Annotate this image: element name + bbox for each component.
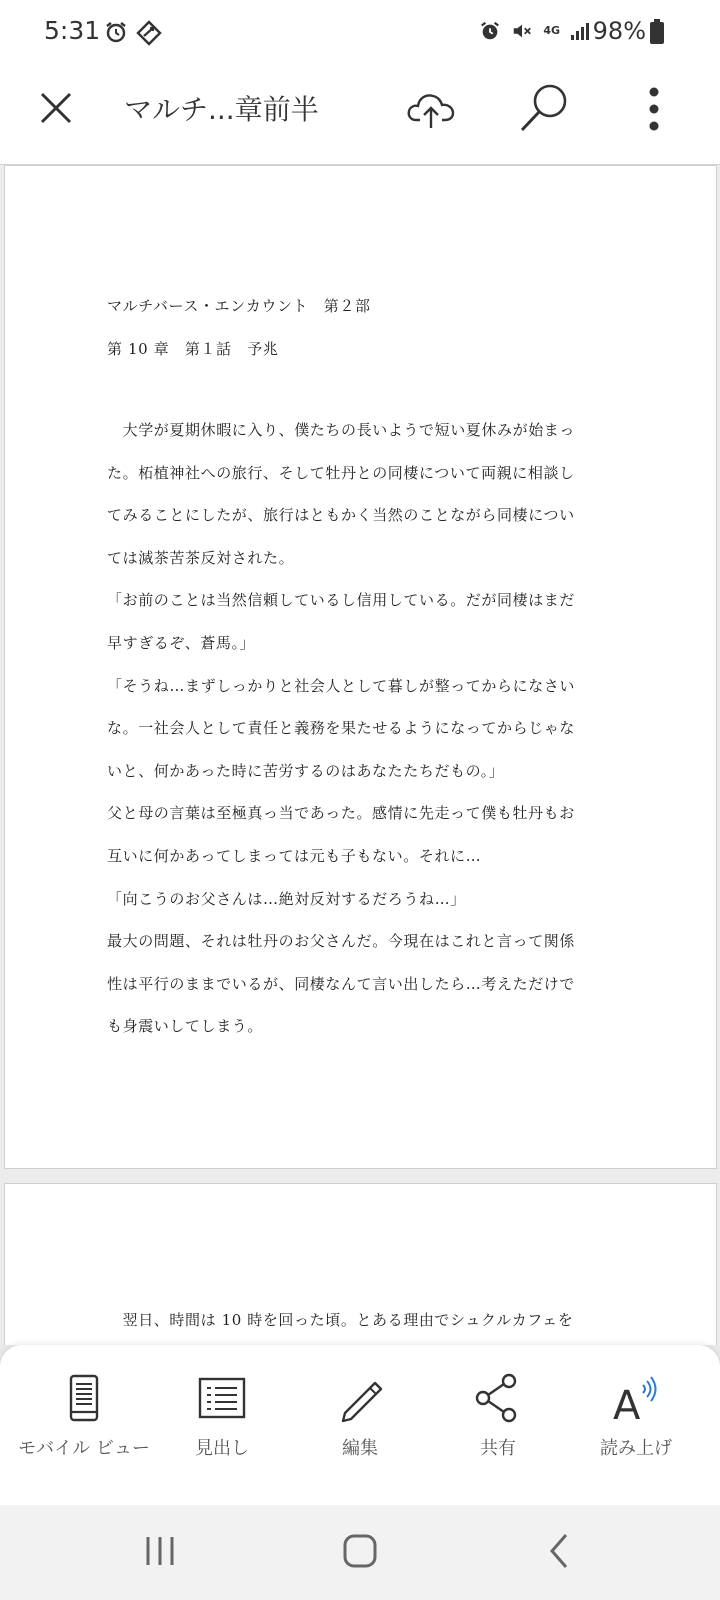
- document-page-1: [4, 165, 717, 1169]
- battery-percent: 98%: [592, 17, 646, 45]
- alarm-icon: [104, 20, 128, 44]
- text-line: いと、何かあった時に苦労するのはあなたたちだもの。」: [107, 761, 505, 780]
- document-page-2: [4, 1183, 717, 1345]
- status-bar: [0, 0, 720, 64]
- mobile-view-button[interactable]: [14, 1345, 154, 1485]
- app-bar: [0, 64, 720, 165]
- pencil-icon: [335, 1373, 385, 1423]
- network-type-icon: 4G: [543, 24, 560, 37]
- text-line: 「向こうのお父さんは…絶対反対するだろうね…」: [107, 889, 466, 908]
- recent-apps-icon[interactable]: [140, 1531, 180, 1571]
- navigation-bar: [0, 1505, 720, 1600]
- mute-icon: [511, 20, 533, 42]
- text-line: 「そうね…まずしっかりと社会人として暮しが整ってからになさい: [107, 676, 576, 695]
- back-icon[interactable]: [540, 1531, 580, 1571]
- text-line: 「お前のことは当然信頼しているし信用している。だが同棲はまだ: [107, 591, 576, 610]
- cloud-upload-icon[interactable]: [406, 84, 456, 134]
- text-line: 大学が夏期休暇に入り、僕たちの長いようで短い夏休みが始まっ: [107, 421, 576, 439]
- text-line: ては滅茶苦茶反対された。: [107, 548, 295, 567]
- home-icon[interactable]: [340, 1531, 380, 1571]
- read-aloud-button[interactable]: [566, 1345, 706, 1485]
- share-button[interactable]: [428, 1345, 568, 1485]
- page-header: [107, 285, 617, 370]
- text-line: た。柘植神社への旅行、そして牡丹との同棲について両親に相談し: [107, 463, 575, 482]
- mobile-view-icon: [59, 1373, 109, 1423]
- status-time: 5:31: [44, 16, 101, 45]
- headings-label: 見出し: [195, 1438, 249, 1459]
- search-icon[interactable]: [518, 80, 572, 134]
- edit-label: 編集: [342, 1438, 378, 1459]
- svg-text:A: A: [613, 1383, 641, 1423]
- headings-button[interactable]: [152, 1345, 292, 1485]
- edit-button[interactable]: [290, 1345, 430, 1485]
- battery-icon: [650, 22, 664, 44]
- text-line: 性は平行のままでいるが、同棲なんて言い出したら…考えただけで: [107, 974, 576, 993]
- chapter-title: 第 10 章 第１話 予兆: [107, 339, 279, 358]
- headings-icon: [197, 1373, 247, 1423]
- bottom-toolbar: [0, 1345, 720, 1505]
- page-body: [107, 409, 617, 1048]
- document-area[interactable]: [0, 165, 720, 1345]
- mobile-view-label: モバイル ビュー: [18, 1438, 150, 1459]
- series-title: マルチバース・エンカウント 第２部: [107, 297, 371, 315]
- text-line: 翌日、時間は 10 時を回った頃。とある理由でシュクルカフェを: [107, 1311, 574, 1329]
- alarm-icon-right: [479, 20, 501, 42]
- share-label: 共有: [480, 1438, 516, 1459]
- read-aloud-icon: [611, 1373, 661, 1423]
- document-title: マルチ...章前半: [124, 93, 319, 126]
- text-line: 互いに何かあってしまっては元も子もない。それに…: [107, 846, 482, 865]
- signal-icon: [570, 21, 590, 41]
- text-line: も身震いしてしまう。: [107, 1017, 264, 1036]
- sync-icon: [136, 20, 162, 46]
- more-options-icon[interactable]: [644, 86, 664, 132]
- text-line: 早すぎるぞ、蒼馬。」: [107, 633, 256, 652]
- close-icon[interactable]: [36, 88, 76, 128]
- share-icon: [473, 1373, 523, 1423]
- read-aloud-label: 読み上げ: [600, 1438, 672, 1459]
- text-line: 父と母の言葉は至極真っ当であった。感情に先走って僕も牡丹もお: [107, 804, 575, 823]
- text-line: てみることにしたが、旅行はともかく当然のことながら同棲につい: [107, 506, 575, 525]
- text-line: 最大の問題、それは牡丹のお父さんだ。今現在はこれと言って関係: [107, 932, 576, 951]
- page-body: [107, 1299, 617, 1342]
- text-line: な。一社会人として責任と義務を果たせるようになってからじゃな: [107, 719, 576, 738]
